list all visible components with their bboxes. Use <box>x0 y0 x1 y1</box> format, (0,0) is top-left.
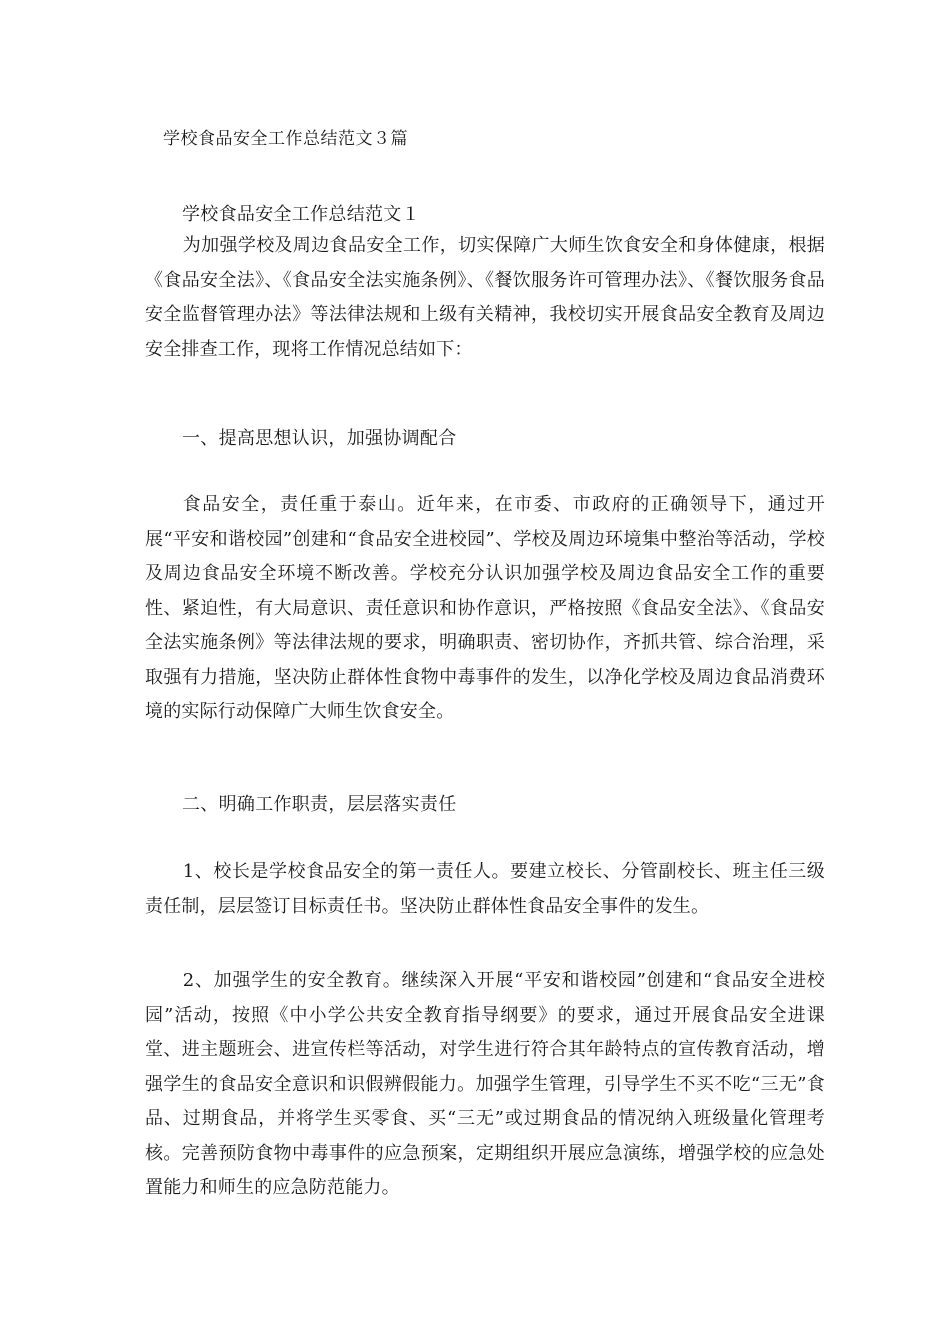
document-title: 学校食品安全工作总结范文３篇 <box>163 129 408 149</box>
document-subtitle: 学校食品安全工作总结范文１ <box>182 204 420 225</box>
intro-paragraph: 为加强学校及周边食品安全工作，切实保障广大师生饮食安全和身体健康，根据《食品安全法》、《食品安全法实施条例》、《餐饮服务许可管理办法》、《餐饮服务食品安全监督管理办法》等法律法规和上级有关精神，我校切实开展食品安全教育及周边安全排查工作，现将工作情况总结如下： <box>145 235 825 360</box>
section-1-paragraph: 食品安全，责任重于泰山。近年来，在市委、市政府的正确领导下，通过开展“平安和谐校园”创建和“食品安全进校园”、学校及周边环境集中整治等活动，学校及周边食品安全环境不断改善。学校充分认识加强学校及周边食品安全工作的重要性、紧迫性，有大局意识、责任意识和协作意识，严格按照《食品安全法》、《食品安全法实施条例》等法律法规的要求，明确职责、密切协作，齐抓共管、综合治理，采取强有力措施，坚决防止群体性食物中毒事件的发生，以净化学校及周边食品消费环境的实际行动保障广大师生饮食安全。 <box>145 494 825 722</box>
section-2-heading: 二、明确工作职责，层层落实责任 <box>182 794 457 815</box>
section-1-heading: 一、提高思想认识，加强协调配合 <box>182 428 457 449</box>
item-2-paragraph: 2、加强学生的安全教育。继续深入开展“平安和谐校园”创建和“食品安全进校园”活动，按照《中小学公共安全教育指导纲要》的要求，通过开展食品安全进课堂、进主题班会、进宣传栏等活动，对学生进行符合其年龄特点的宣传教育活动，增强学生的食品安全意识和识假辨假能力。加强学生管理，引导学生不买不吃“三无”食品、过期食品，并将学生买零食、买“三无”或过期食品的情况纳入班级量化管理考核。完善预防食物中毒事件的应急预案，定期组织开展应急演练，增强学校的应急处置能力和师生的应急防范能力。 <box>145 970 825 1198</box>
item-1-paragraph: 1、校长是学校食品安全的第一责任人。要建立校长、分管副校长、班主任三级责任制，层层签订目标责任书。坚决防止群体性食品安全事件的发生。 <box>145 861 825 917</box>
